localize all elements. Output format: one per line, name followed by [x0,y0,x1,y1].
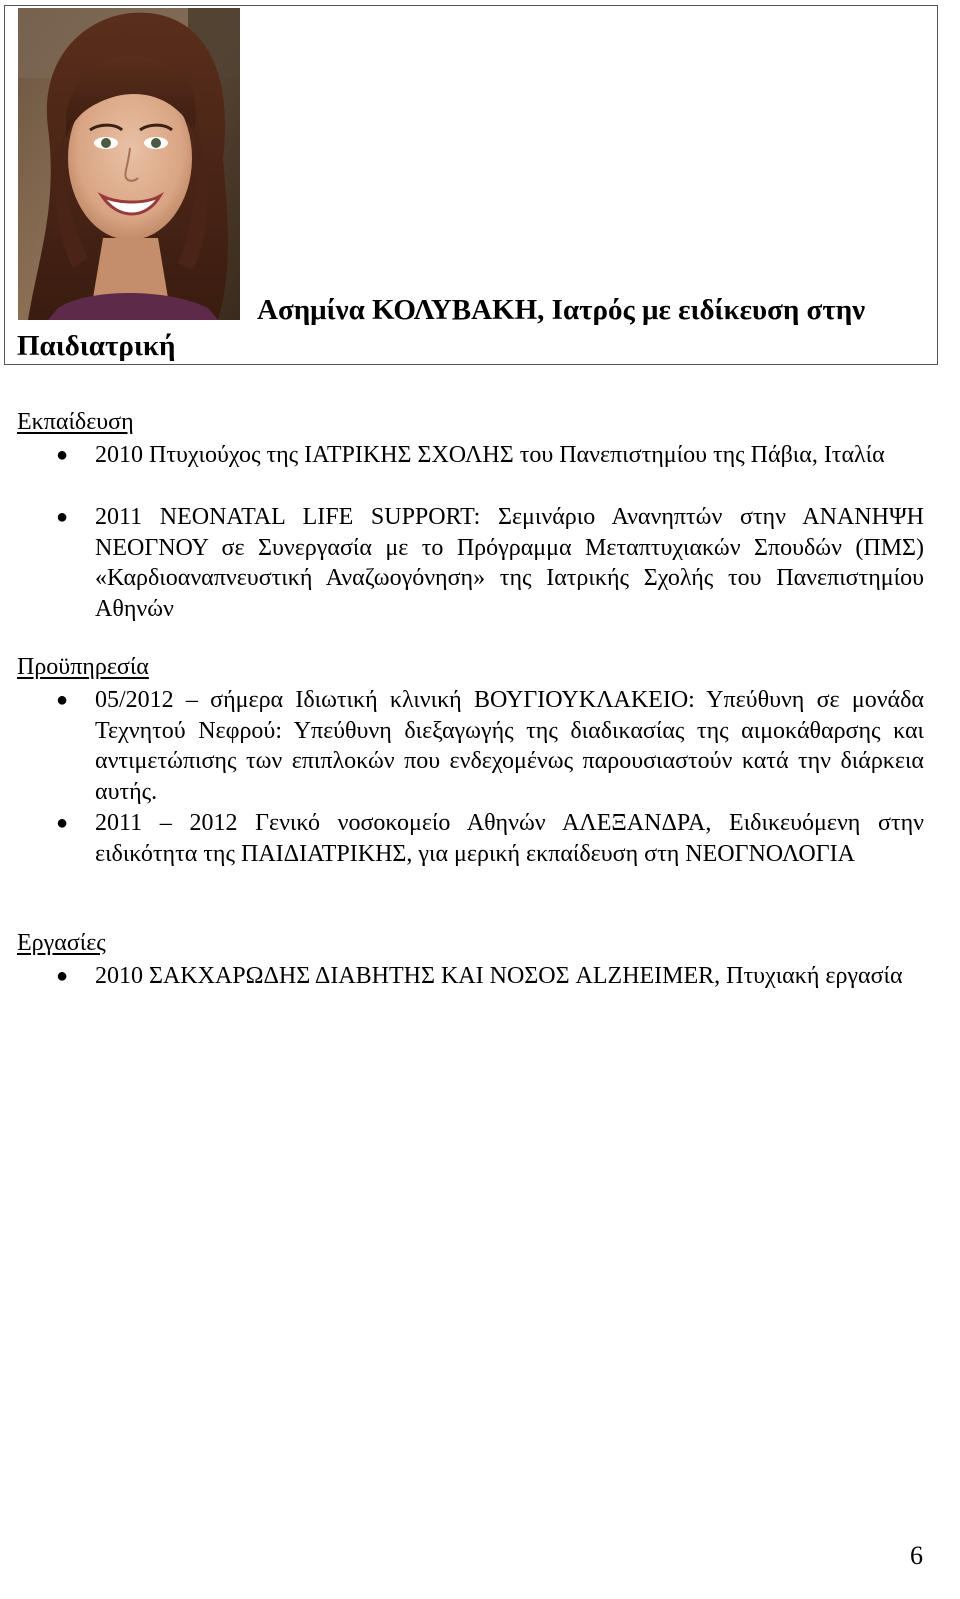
experience-heading: Προϋπηρεσία [17,654,149,680]
profile-header-box [4,5,938,365]
bullet-icon: ● [56,812,69,834]
profile-specialty-title: Παιδιατρική [17,330,176,362]
profile-name-title: Ασημίνα ΚΟΛΥΒΑΚΗ, Ιατρός με ειδίκευση στην [257,294,866,326]
experience-item: 05/2012 – σήμερα Ιδιωτική κλινική ΒΟΥΓΙΟΥΚΛΑΚΕΙΟ: Υπεύθυνη σε μονάδα Τεχνητού Νεφρού: Υπεύθυνη διεξαγωγής της διαδικασίας της αιμοκάθαρσης και αντιμετώπισης των επιπλοκών που ενδεχομένως παρουσιαστούν κατά την διάρκεια αυτής. [95,687,924,805]
education-heading: Εκπαίδευση [17,409,134,435]
bullet-icon: ● [56,506,69,528]
bullet-icon: ● [56,689,69,711]
works-heading: Εργασίες [17,930,106,956]
works-item: 2010 ΣΑΚΧΑΡΩΔΗΣ ΔΙΑΒΗΤΗΣ ΚΑΙ ΝΟΣΟΣ ALZHEIMER, Πτυχιακή εργασία [95,963,903,989]
profile-photo [18,8,240,320]
education-item: 2011 NEONATAL LIFE SUPPORT: Σεμινάριο Ανανηπτών στην ΑΝΑΝΗΨΗ ΝΕΟΓΝΟΥ σε Συνεργασία με το Πρόγραμμα Μεταπτυχιακών Σπουδών (ΠΜΣ) «Καρδιοαναπνευστική Αναζωογόνηση» της Ιατρικής Σχολής του Πανεπιστημίου Αθηνών [95,504,924,622]
page-number: 6 [910,1541,923,1570]
bullet-icon: ● [56,444,69,466]
bullet-icon: ● [56,965,69,987]
portrait-image [18,8,240,320]
experience-item: 2011 – 2012 Γενικό νοσοκομείο Αθηνών ΑΛΕΞΑΝΔΡΑ, Ειδικευόμενη στην ειδικότητα της ΠΑΙΔΙΑΤΡΙΚΗΣ, για μερική εκπαίδευση στη ΝΕΟΓΝΟΛΟΓΙΑ [95,810,924,867]
education-item: 2010 Πτυχιούχος της ΙΑΤΡΙΚΗΣ ΣΧΟΛΗΣ του Πανεπιστημίου της Πάβια, Ιταλία [95,442,885,468]
